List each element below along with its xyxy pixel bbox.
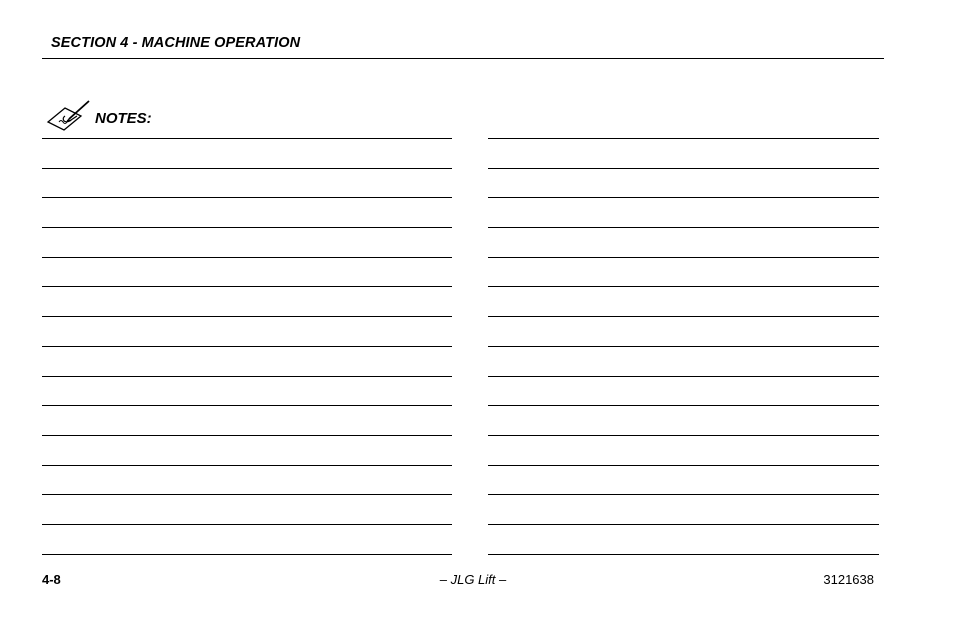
note-line — [488, 554, 879, 555]
note-line — [42, 227, 452, 228]
notes-lines-right — [488, 138, 879, 583]
pen-writing-icon — [45, 100, 91, 132]
note-line — [488, 405, 879, 406]
header-divider — [42, 58, 884, 59]
note-line — [488, 257, 879, 258]
note-line — [42, 346, 452, 347]
note-line — [488, 316, 879, 317]
note-line — [42, 257, 452, 258]
note-line — [42, 405, 452, 406]
note-line — [42, 435, 452, 436]
note-line — [42, 197, 452, 198]
note-line — [42, 138, 452, 139]
note-line — [42, 494, 452, 495]
note-line — [42, 376, 452, 377]
footer-publisher-text: – JLG Lift – — [439, 572, 507, 587]
note-line — [488, 197, 879, 198]
note-line — [488, 376, 879, 377]
note-line — [488, 346, 879, 347]
notes-heading: NOTES: — [95, 110, 152, 127]
note-line — [488, 494, 879, 495]
note-line — [488, 286, 879, 287]
note-line — [488, 465, 879, 466]
note-line — [42, 168, 452, 169]
note-line — [42, 524, 452, 525]
section-title: SECTION 4 - MACHINE OPERATION — [51, 35, 301, 51]
note-line — [488, 168, 879, 169]
note-line — [42, 316, 452, 317]
note-line — [42, 554, 452, 555]
note-line — [488, 227, 879, 228]
page-number: 4-8 — [42, 572, 61, 587]
note-line — [42, 286, 452, 287]
note-line — [488, 435, 879, 436]
notes-lines-left — [42, 138, 452, 583]
note-line — [42, 465, 452, 466]
footer-publisher — [0, 572, 954, 587]
note-line — [488, 524, 879, 525]
note-line — [488, 138, 879, 139]
document-number: 3121638 — [823, 572, 874, 587]
